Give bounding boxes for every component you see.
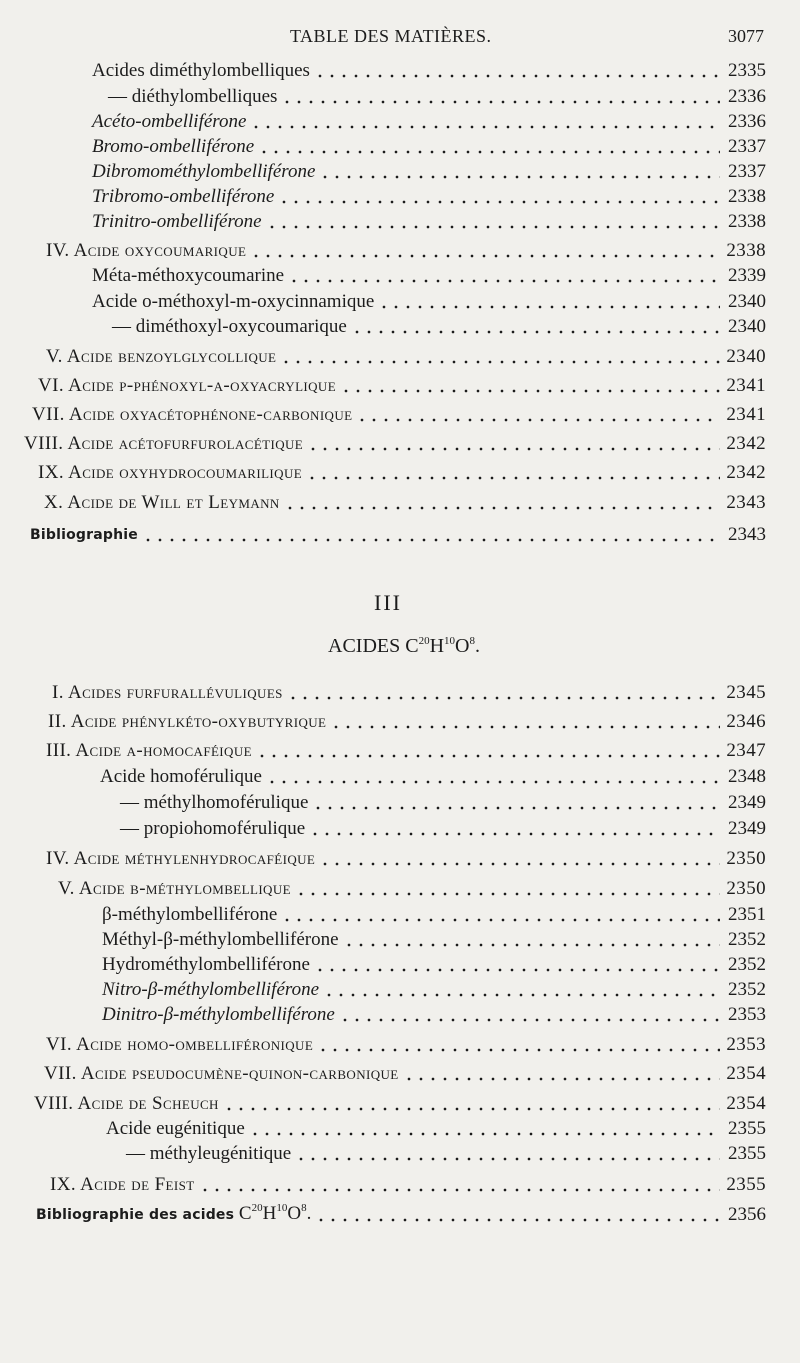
toc-entry-label: Acide homoférulique — [100, 766, 262, 787]
dot-leader — [314, 968, 720, 972]
toc-entry — [46, 1032, 766, 1058]
toc-entry — [92, 109, 766, 135]
toc-entry-label: Acide eugénitique — [106, 1118, 245, 1139]
toc-entry-label: IX. Acide oxyhydrocoumarilique — [38, 462, 303, 483]
formula-end: . — [306, 1203, 312, 1224]
toc-entry — [102, 1002, 766, 1028]
toc-entry-label: V. Acide benzoylglycollique — [46, 346, 277, 367]
formula-sub: 10 — [444, 635, 456, 647]
toc-entry-page: 2341 — [726, 375, 766, 396]
toc-entry — [106, 1116, 766, 1142]
dot-leader — [278, 200, 720, 204]
toc-entry-label: Bromo-ombelliférone — [92, 136, 255, 157]
toc-entry — [38, 373, 766, 399]
toc-entry — [92, 263, 766, 289]
toc-entry-label: II. Acide phénylkéto-oxybutyrique — [48, 711, 327, 732]
formula-h: H — [429, 635, 445, 657]
toc-entry — [102, 977, 766, 1003]
toc-entry-label: I. Acides furfurallévuliques — [52, 682, 283, 703]
toc-entry-page: 2338 — [728, 186, 766, 207]
toc-entry-page: 2345 — [726, 682, 766, 703]
dot-leader — [309, 832, 720, 836]
toc-entry — [102, 902, 766, 928]
formula-sub: 10 — [276, 1202, 288, 1214]
toc-entry-page: 2340 — [728, 316, 766, 337]
dot-leader — [314, 74, 720, 78]
toc-entry — [108, 84, 766, 110]
toc-entry — [92, 289, 766, 315]
dot-leader — [319, 175, 720, 179]
toc-entry-page: 2340 — [726, 346, 766, 367]
toc-entry-page: 2354 — [726, 1093, 766, 1114]
toc-entry — [102, 952, 766, 978]
toc-entry — [46, 238, 766, 264]
toc-entry — [120, 790, 766, 816]
toc-entry — [102, 927, 766, 953]
toc-entry-label: Trinitro-ombelliférone — [92, 211, 262, 232]
toc-entry-label: IV. Acide oxycoumarique — [46, 240, 247, 261]
toc-entry-label: III. Acide α-homocaféique — [46, 740, 252, 761]
dot-leader — [199, 1188, 720, 1192]
toc-entry-label: V. Acide β-méthylombellique — [58, 878, 291, 899]
toc-entry-page: 2338 — [726, 240, 766, 261]
toc-entry-label: Dinitro-β-méthylombelliférone — [102, 1004, 335, 1025]
toc-entry — [112, 314, 766, 340]
section-number: III — [374, 590, 402, 615]
toc-entry-page: 2354 — [726, 1063, 766, 1084]
toc-entry-page: 2350 — [726, 848, 766, 869]
dot-leader — [266, 780, 720, 784]
toc-entry-page: 2353 — [728, 1004, 766, 1025]
toc-entry-page: 2355 — [728, 1118, 766, 1139]
toc-entry-page: 2338 — [728, 211, 766, 232]
toc-entry — [100, 764, 766, 790]
toc-entry-page: 2342 — [726, 433, 766, 454]
toc-entry-label: Hydrométhylombelliférone — [102, 954, 310, 975]
dot-leader — [378, 305, 720, 309]
toc-entry — [92, 159, 766, 185]
toc-entry-page: 2350 — [726, 878, 766, 899]
toc-entry — [38, 460, 766, 486]
toc-entry-page: 2349 — [728, 792, 766, 813]
toc-entry-label: VIII. Acide acétofurfurolacétique — [24, 433, 304, 454]
toc-entry-label: X. Acide de Will et Leymann — [44, 492, 280, 513]
toc-entry-page: 2352 — [728, 929, 766, 950]
toc-entry-page: 2343 — [728, 524, 766, 545]
toc-entry-page: 2346 — [726, 711, 766, 732]
toc-entry — [120, 816, 766, 842]
dot-leader — [317, 1048, 720, 1052]
toc-entry — [52, 680, 766, 706]
toc-entry-page: 2341 — [726, 404, 766, 425]
toc-entry-label — [36, 1195, 311, 1228]
toc-entry-label: VI. Acide homo-ombelliféronique — [46, 1034, 314, 1055]
toc-entry — [92, 134, 766, 160]
section-title-prefix: ACIDES C — [328, 635, 419, 657]
toc-entry — [32, 402, 766, 428]
formula-sub: 20 — [418, 635, 430, 647]
dot-leader — [281, 100, 720, 104]
dot-leader — [315, 1218, 720, 1222]
formula-c: C — [238, 1203, 252, 1224]
toc-entry-label: VI. Acide p-phénoxyl-α-oxyacrylique — [38, 375, 337, 396]
section-title-suffix: . — [474, 635, 480, 657]
dot-leader — [295, 892, 720, 896]
toc-entry — [34, 1091, 766, 1117]
dot-leader — [258, 150, 720, 154]
dot-leader — [330, 725, 720, 729]
toc-entry-page: 2356 — [728, 1204, 766, 1225]
dot-leader — [288, 279, 720, 283]
formula-o: O — [455, 635, 470, 657]
dot-leader — [250, 254, 720, 258]
toc-entry-page: 2337 — [728, 136, 766, 157]
toc-entry-label: Acide o-méthoxyl-m-oxycinnamique — [92, 291, 375, 312]
toc-entry-page: 2336 — [728, 111, 766, 132]
toc-entry-page: 2348 — [728, 766, 766, 787]
toc-entry-label: Acides diméthylombelliques — [92, 60, 310, 81]
toc-entry-label: Tribromo-ombelliférone — [92, 186, 275, 207]
toc-entry-page: 2340 — [728, 291, 766, 312]
dot-leader — [403, 1077, 720, 1081]
toc-entry-page: 2353 — [726, 1034, 766, 1055]
toc-entry-bibliography — [36, 1202, 766, 1228]
toc-entry-page: 2349 — [728, 818, 766, 839]
toc-entry-label: Acéto-ombelliférone — [92, 111, 247, 132]
dot-leader — [339, 1018, 720, 1022]
toc-entry-label: Dibromométhylombelliférone — [92, 161, 316, 182]
toc-entry-page: 2337 — [728, 161, 766, 182]
dot-leader — [351, 330, 720, 334]
toc-entry — [58, 876, 766, 902]
toc-entry — [44, 1061, 766, 1087]
running-title: TABLE DES MATIÈRES. — [290, 26, 492, 46]
dot-leader — [223, 1107, 720, 1111]
toc-entry-label: Méthyl-β-méthylombelliférone — [102, 929, 339, 950]
dot-leader — [249, 1132, 720, 1136]
toc-entry-label: — diéthylombelliques — [108, 86, 278, 107]
toc-entry-page: 2342 — [726, 462, 766, 483]
toc-entry — [46, 846, 766, 872]
toc-entry-page: 2336 — [728, 86, 766, 107]
toc-entry-label: VII. Acide oxyacétophénone-carbonique — [32, 404, 353, 425]
section-title — [4, 635, 800, 658]
dot-leader — [250, 125, 720, 129]
dot-leader — [266, 225, 720, 229]
dot-leader — [307, 447, 720, 451]
dot-leader — [356, 418, 720, 422]
toc-entry — [92, 209, 766, 235]
toc-entry-label: Nitro-β-méthylombelliférone — [102, 979, 320, 1000]
toc-entry-page: 2355 — [728, 1143, 766, 1164]
dot-leader — [280, 360, 720, 364]
toc-entry-page: 2355 — [726, 1174, 766, 1195]
toc-entry-label: β-méthylombelliférone — [102, 904, 278, 925]
toc-entry-label: — méthyleugénitique — [126, 1143, 292, 1164]
toc-entry-label: IV. Acide méthylenhydrocaféique — [46, 848, 316, 869]
dot-leader — [295, 1157, 720, 1161]
dot-leader — [142, 538, 720, 542]
toc-entry — [24, 431, 766, 457]
toc-entry-label: — propiohomoférulique — [120, 818, 306, 839]
dot-leader — [306, 476, 720, 480]
toc-entry-page: 2343 — [726, 492, 766, 513]
toc-entry — [92, 184, 766, 210]
toc-entry — [126, 1141, 766, 1167]
toc-entry-page: 2352 — [728, 979, 766, 1000]
dot-leader — [319, 862, 720, 866]
dot-leader — [284, 506, 720, 510]
formula-o: O — [287, 1203, 302, 1224]
formula-sub: 8 — [469, 635, 475, 647]
toc-entry — [92, 58, 766, 84]
toc-entry-label: Méta-méthoxycoumarine — [92, 265, 285, 286]
formula-h: H — [262, 1203, 277, 1224]
dot-leader — [340, 389, 720, 393]
dot-leader — [343, 943, 720, 947]
toc-entry-page: 2335 — [728, 60, 766, 81]
toc-entry — [44, 490, 766, 516]
dot-leader — [287, 696, 720, 700]
toc-entry — [46, 738, 766, 764]
toc-entry-page: 2339 — [728, 265, 766, 286]
toc-entry-page: 2352 — [728, 954, 766, 975]
formula-sub: 8 — [301, 1202, 307, 1214]
formula-sub: 20 — [251, 1202, 263, 1214]
dot-leader — [312, 806, 720, 810]
toc-entry-label: Bibliographie — [30, 527, 138, 543]
dot-leader — [281, 918, 720, 922]
toc-entry — [48, 709, 766, 735]
page-number: 3077 — [728, 26, 764, 46]
dot-leader — [256, 754, 720, 758]
toc-entry-label: IX. Acide de Feist — [50, 1174, 195, 1195]
toc-entry — [46, 344, 766, 370]
toc-entry-label: — méthylhomoférulique — [120, 792, 309, 813]
toc-entry-label: VII. Acide pseudocumène-quinon-carbonique — [44, 1063, 399, 1084]
toc-entry-label: — diméthoxyl-oxycoumarique — [112, 316, 347, 337]
toc-entry-bibliography — [30, 522, 766, 548]
bibliography-label: Bibliographie des acides — [36, 1207, 235, 1223]
page-header — [0, 22, 800, 52]
toc-entry-page: 2351 — [728, 904, 766, 925]
dot-leader — [323, 993, 720, 997]
toc-entry-label: VIII. Acide de Scheuch — [34, 1093, 219, 1114]
toc-entry-page: 2347 — [726, 740, 766, 761]
